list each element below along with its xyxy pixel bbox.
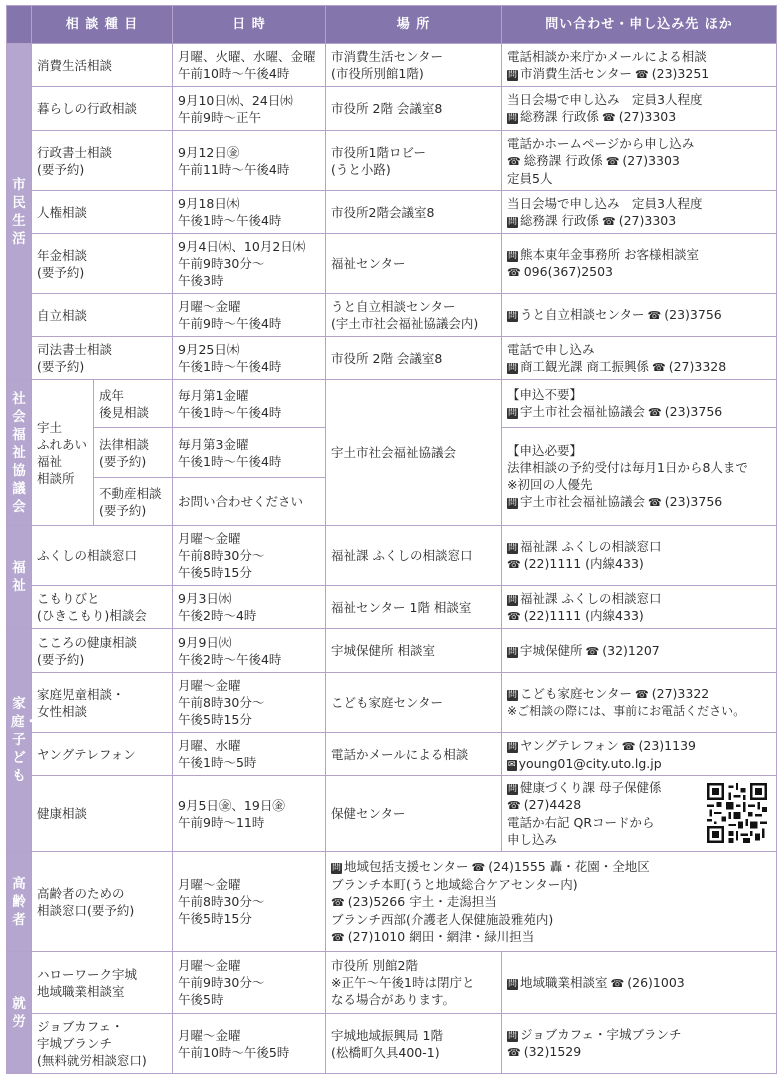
item-cell: こもりびと (ひきこもり)相談会	[32, 586, 173, 629]
inquiry-icon: 問	[508, 113, 518, 123]
phone-icon: ☎	[471, 860, 486, 874]
contact-cell	[502, 629, 777, 673]
date-cell: お問い合わせください	[173, 478, 326, 526]
contact-cell	[502, 337, 777, 380]
date-cell: 9月5日㊎、19日㊎ 午前9時〜11時	[173, 776, 326, 852]
contact-org: 地域職業相談室	[520, 974, 608, 990]
table-row	[7, 629, 777, 673]
category-shuurou: 就労	[7, 952, 32, 1074]
item-cell: 成年 後見相談	[94, 380, 173, 428]
contact-cell	[502, 952, 777, 1014]
inquiry-icon: 問	[508, 69, 518, 80]
item-cell: ヤングテレフォン	[32, 733, 173, 776]
phone-icon: ☎	[648, 406, 662, 419]
contact-cell	[502, 776, 777, 852]
phone-number: (27)3322	[651, 686, 710, 701]
date-cell: 9月9日㈫ 午後2時〜午後4時	[173, 629, 326, 673]
phone-icon: ☎	[331, 930, 345, 944]
table-row	[7, 586, 777, 629]
phone-number: (23)3756	[664, 307, 722, 322]
table-row	[7, 1014, 777, 1074]
application-note: 【申込不要】	[507, 387, 583, 402]
table-row	[7, 673, 777, 733]
table-row	[7, 952, 777, 1014]
consultation-table	[6, 5, 777, 1074]
item-cell: 消費生活相談	[32, 44, 173, 87]
item-cell: ふくしの相談窓口	[32, 526, 173, 586]
place-cell: こども家庭センター	[326, 673, 502, 733]
date-cell: 毎月第1金曜 午後1時〜午後4時	[173, 380, 326, 428]
phone-number: (27)3303	[622, 152, 680, 168]
contact-cell	[502, 44, 777, 87]
category-shakai: 社会福祉協議会	[7, 380, 32, 526]
email-link[interactable]: young01@city.uto.lg.jp	[518, 755, 662, 771]
phone-number: (22)1111 (内線433)	[523, 607, 644, 623]
inquiry-icon: 問	[508, 978, 518, 989]
contact-org: 福祉課 ふくしの相談窓口	[520, 590, 662, 606]
contact-org: こども家庭センター	[520, 686, 633, 701]
application-note: 電話か右記 QRコードから 申し込み	[507, 815, 655, 847]
phone-number: (27)1010	[347, 928, 406, 944]
phone-icon: ☎	[635, 67, 649, 81]
place-cell: うと自立相談センター (宇土市社会福祉協議会内)	[326, 294, 502, 337]
contact-org: 健康づくり課 母子保健係	[520, 780, 662, 795]
place-cell: 市役所 別館2階 ※正午〜午後1時は閉庁と なる場合があります。	[326, 952, 502, 1014]
phone-number: (27)3303	[618, 109, 677, 124]
category-koureisha: 高齢者	[7, 852, 32, 952]
contact-header: 問い合わせ・申し込み先 ほか	[502, 6, 777, 44]
date-cell: 月曜、火曜、水曜、金曜 午前10時〜午後4時	[173, 44, 326, 87]
date-cell: 毎月第3金曜 午後1時〜午後4時	[173, 428, 326, 478]
item-cell: 行政書士相談 (要予約)	[32, 131, 173, 191]
table-row	[7, 776, 777, 852]
place-cell: 電話かメールによる相談	[326, 733, 502, 776]
table-row	[7, 191, 777, 234]
phone-number: (24)1555	[488, 858, 546, 874]
contact-note: 電話かホームページから申し込み	[507, 135, 695, 151]
phone-icon: ☎	[610, 976, 625, 990]
contact-org: 総務課 行政係	[520, 109, 600, 124]
date-cell: 9月10日㈬、24日㈬ 午前9時〜正午	[173, 87, 326, 131]
place-cell: 宇城保健所 相談室	[326, 629, 502, 673]
place-cell: 福祉課 ふくしの相談窓口	[326, 526, 502, 586]
contact-cell	[502, 673, 777, 733]
date-cell: 9月4日㈭、10月2日㈭ 午前9時30分〜 午後3時	[173, 234, 326, 294]
contact-note: 当日会場で申し込み 定員3人程度	[507, 195, 703, 211]
contact-cell	[502, 526, 777, 586]
contact-cell	[502, 294, 777, 337]
phone-icon: ☎	[507, 609, 521, 623]
place-cell: 市役所2階会議室8	[326, 191, 502, 234]
phone-icon: ☎	[331, 895, 345, 909]
inquiry-icon: 問	[508, 408, 518, 418]
mail-icon: ✉	[508, 759, 516, 770]
table-row	[7, 526, 777, 586]
contact-org: 福祉課 ふくしの相談窓口	[520, 539, 662, 554]
table-row	[7, 234, 777, 294]
contact-org: うと自立相談センター	[520, 307, 645, 322]
date-cell: 月曜〜金曜 午前10時〜午後5時	[173, 1014, 326, 1074]
item-cell: 健康相談	[32, 776, 173, 852]
phone-icon: ☎	[507, 1046, 521, 1059]
date-cell: 月曜〜金曜 午前8時30分〜 午後5時15分	[173, 526, 326, 586]
contact-org: ヤングテレフォン	[520, 737, 619, 753]
date-cell: 月曜〜金曜 午前9時30分〜 午後5時	[173, 952, 326, 1014]
item-cell: 家庭児童相談・ 女性相談	[32, 673, 173, 733]
item-cell: 司法書士相談 (要予約)	[32, 337, 173, 380]
phone-number: (23)3251	[651, 65, 710, 81]
table-row	[7, 87, 777, 131]
table-row	[7, 294, 777, 337]
item-cell: 年金相談 (要予約)	[32, 234, 173, 294]
contact-cell	[502, 428, 777, 526]
contact-note: 当日会場で申し込み 定員3人程度	[507, 92, 703, 107]
inquiry-icon: 問	[508, 311, 518, 321]
item-cell: ハローワーク宇城 地域職業相談室	[32, 952, 173, 1014]
phone-icon: ☎	[507, 154, 521, 168]
place-cell: 福祉センター 1階 相談室	[326, 586, 502, 629]
date-cell: 9月18日㈭ 午後1時〜午後4時	[173, 191, 326, 234]
phone-icon: ☎	[602, 214, 616, 228]
qr-code-icon[interactable]	[707, 783, 767, 843]
date-cell: 9月3日㈬ 午後2時〜4時	[173, 586, 326, 629]
category-fukushi: 福祉	[7, 526, 32, 629]
date-cell: 月曜〜金曜 午前9時〜午後4時	[173, 294, 326, 337]
inquiry-icon: 問	[508, 594, 518, 605]
category-shimin: 市民生活	[7, 44, 32, 380]
inquiry-icon: 問	[508, 741, 518, 752]
contact-cell	[502, 586, 777, 629]
phone-icon: ☎	[507, 266, 521, 279]
contact-org: ジョブカフェ・宇城ブランチ	[520, 1027, 682, 1042]
place-cell: 市消費生活センター (市役所別館1階)	[326, 44, 502, 87]
contact-org: 地域包括支援センター	[344, 858, 469, 874]
table-row	[7, 131, 777, 191]
area-note: 網田・網津・緑川担当	[409, 928, 535, 944]
table-row	[7, 380, 777, 428]
place-cell: 市役所1階ロビー (うと小路)	[326, 131, 502, 191]
contact-org: 総務課 行政係	[520, 212, 600, 228]
contact-cell	[502, 380, 777, 428]
place-cell: 福祉センター	[326, 234, 502, 294]
phone-icon: ☎	[602, 111, 616, 124]
phone-number: (27)3328	[668, 358, 727, 374]
inquiry-icon: 問	[508, 646, 518, 657]
contact-org: 宇土市社会福祉協議会	[520, 494, 646, 509]
place-cell: 保健センター	[326, 776, 502, 852]
phone-number: (23)1139	[638, 737, 696, 753]
item-cell: 法律相談 (要予約)	[94, 428, 173, 478]
branch-name: ブランチ西部(介護老人保健施設雅苑内)	[331, 911, 554, 927]
date-cell: 9月12日㊎ 午前11時〜午後4時	[173, 131, 326, 191]
phone-icon: ☎	[507, 558, 521, 571]
phone-number: (27)4428	[523, 797, 582, 812]
date-cell: 月曜〜金曜 午前8時30分〜 午後5時15分	[173, 852, 326, 952]
contact-cell	[326, 852, 777, 952]
phone-number: (32)1529	[523, 1044, 582, 1059]
advance-call-note: ※ご相談の際には、事前にお電話ください。	[507, 704, 746, 718]
contact-org: 宇土市社会福祉協議会	[520, 404, 646, 419]
category-header	[7, 6, 32, 44]
contact-cell	[502, 131, 777, 191]
phone-number: (23)3756	[664, 404, 723, 419]
consultation-table-wrapper	[6, 5, 777, 1074]
phone-number: (32)1207	[602, 642, 660, 658]
area-note: 宇土・走潟担当	[409, 893, 497, 909]
table-row	[7, 852, 777, 952]
place-cell: 市役所 2階 会議室8	[326, 337, 502, 380]
place-cell: 宇土市社会福祉協議会	[326, 380, 502, 526]
item-cell: 高齢者のための 相談窓口(要予約)	[32, 852, 173, 952]
date-cell: 月曜、水曜 午後1時〜5時	[173, 733, 326, 776]
contact-org: 熊本東年金事務所 お客様相談室	[520, 247, 700, 262]
table-row	[7, 44, 777, 87]
phone-number: (22)1111 (内線433)	[523, 556, 644, 571]
item-cell: 不動産相談 (要予約)	[94, 478, 173, 526]
header-row	[7, 6, 777, 44]
phone-icon: ☎	[648, 496, 662, 509]
contact-cell	[502, 234, 777, 294]
reservation-note: 法律相談の予約受付は毎月1日から8人まで	[507, 460, 748, 475]
area-note: 轟・花園・全地区	[549, 858, 650, 874]
branch-name: ブランチ本町(うと地域総合ケアセンター内)	[331, 876, 578, 892]
phone-icon: ☎	[585, 644, 600, 658]
table-row	[7, 337, 777, 380]
item-cell: 暮らしの行政相談	[32, 87, 173, 131]
item-header: 相 談 種 目	[32, 6, 173, 44]
date-cell: 月曜〜金曜 午前8時30分〜 午後5時15分	[173, 673, 326, 733]
inquiry-icon: 問	[508, 784, 518, 794]
phone-number: (26)1003	[627, 974, 685, 990]
phone-number: 096(367)2503	[523, 264, 614, 279]
item-cell: 人権相談	[32, 191, 173, 234]
contact-cell	[502, 1014, 777, 1074]
phone-icon: ☎	[647, 309, 662, 322]
contact-org: 商工観光課 商工振興係	[520, 358, 650, 374]
contact-org: 市消費生活センター	[520, 65, 633, 81]
item-cell: 自立相談	[32, 294, 173, 337]
place-cell: 宇城地域振興局 1階 (松橋町久具400-1)	[326, 1014, 502, 1074]
contact-org: 総務課 行政係	[523, 152, 603, 168]
inquiry-icon: 問	[332, 862, 342, 873]
consultation-office-name: 宇土 ふれあい 福祉 相談所	[32, 380, 94, 526]
inquiry-icon: 問	[508, 498, 518, 508]
phone-icon: ☎	[605, 154, 620, 168]
contact-note: 電話相談か来庁かメールによる相談	[507, 48, 707, 64]
date-header: 日 時	[173, 6, 326, 44]
table-row	[7, 733, 777, 776]
phone-number: (23)5266	[347, 893, 406, 909]
phone-icon: ☎	[621, 739, 636, 753]
item-cell: ジョブカフェ・ 宇城ブランチ (無料就労相談窓口)	[32, 1014, 173, 1074]
inquiry-icon: 問	[508, 216, 518, 227]
category-katei: 家庭・子ども	[7, 629, 32, 852]
phone-icon: ☎	[635, 688, 649, 701]
contact-cell	[502, 733, 777, 776]
contact-cell	[502, 191, 777, 234]
phone-number: (23)3756	[664, 494, 723, 509]
place-cell: 市役所 2階 会議室8	[326, 87, 502, 131]
place-header: 場 所	[326, 6, 502, 44]
phone-number: (27)3303	[618, 212, 677, 228]
phone-icon: ☎	[507, 799, 521, 812]
phone-icon: ☎	[652, 360, 666, 374]
item-cell: こころの健康相談 (要予約)	[32, 629, 173, 673]
application-note: 【申込必要】	[507, 443, 583, 458]
date-cell: 9月25日㈭ 午後1時〜午後4時	[173, 337, 326, 380]
contact-note: 電話で申し込み	[507, 341, 595, 357]
capacity-note: 定員5人	[507, 170, 553, 186]
inquiry-icon: 問	[508, 543, 518, 553]
contact-org: 宇城保健所	[520, 642, 583, 658]
contact-cell	[502, 87, 777, 131]
inquiry-icon: 問	[508, 362, 518, 373]
inquiry-icon: 問	[508, 690, 518, 700]
inquiry-icon: 問	[508, 251, 518, 261]
priority-note: ※初回の人優先	[507, 477, 593, 492]
inquiry-icon: 問	[508, 1031, 518, 1041]
